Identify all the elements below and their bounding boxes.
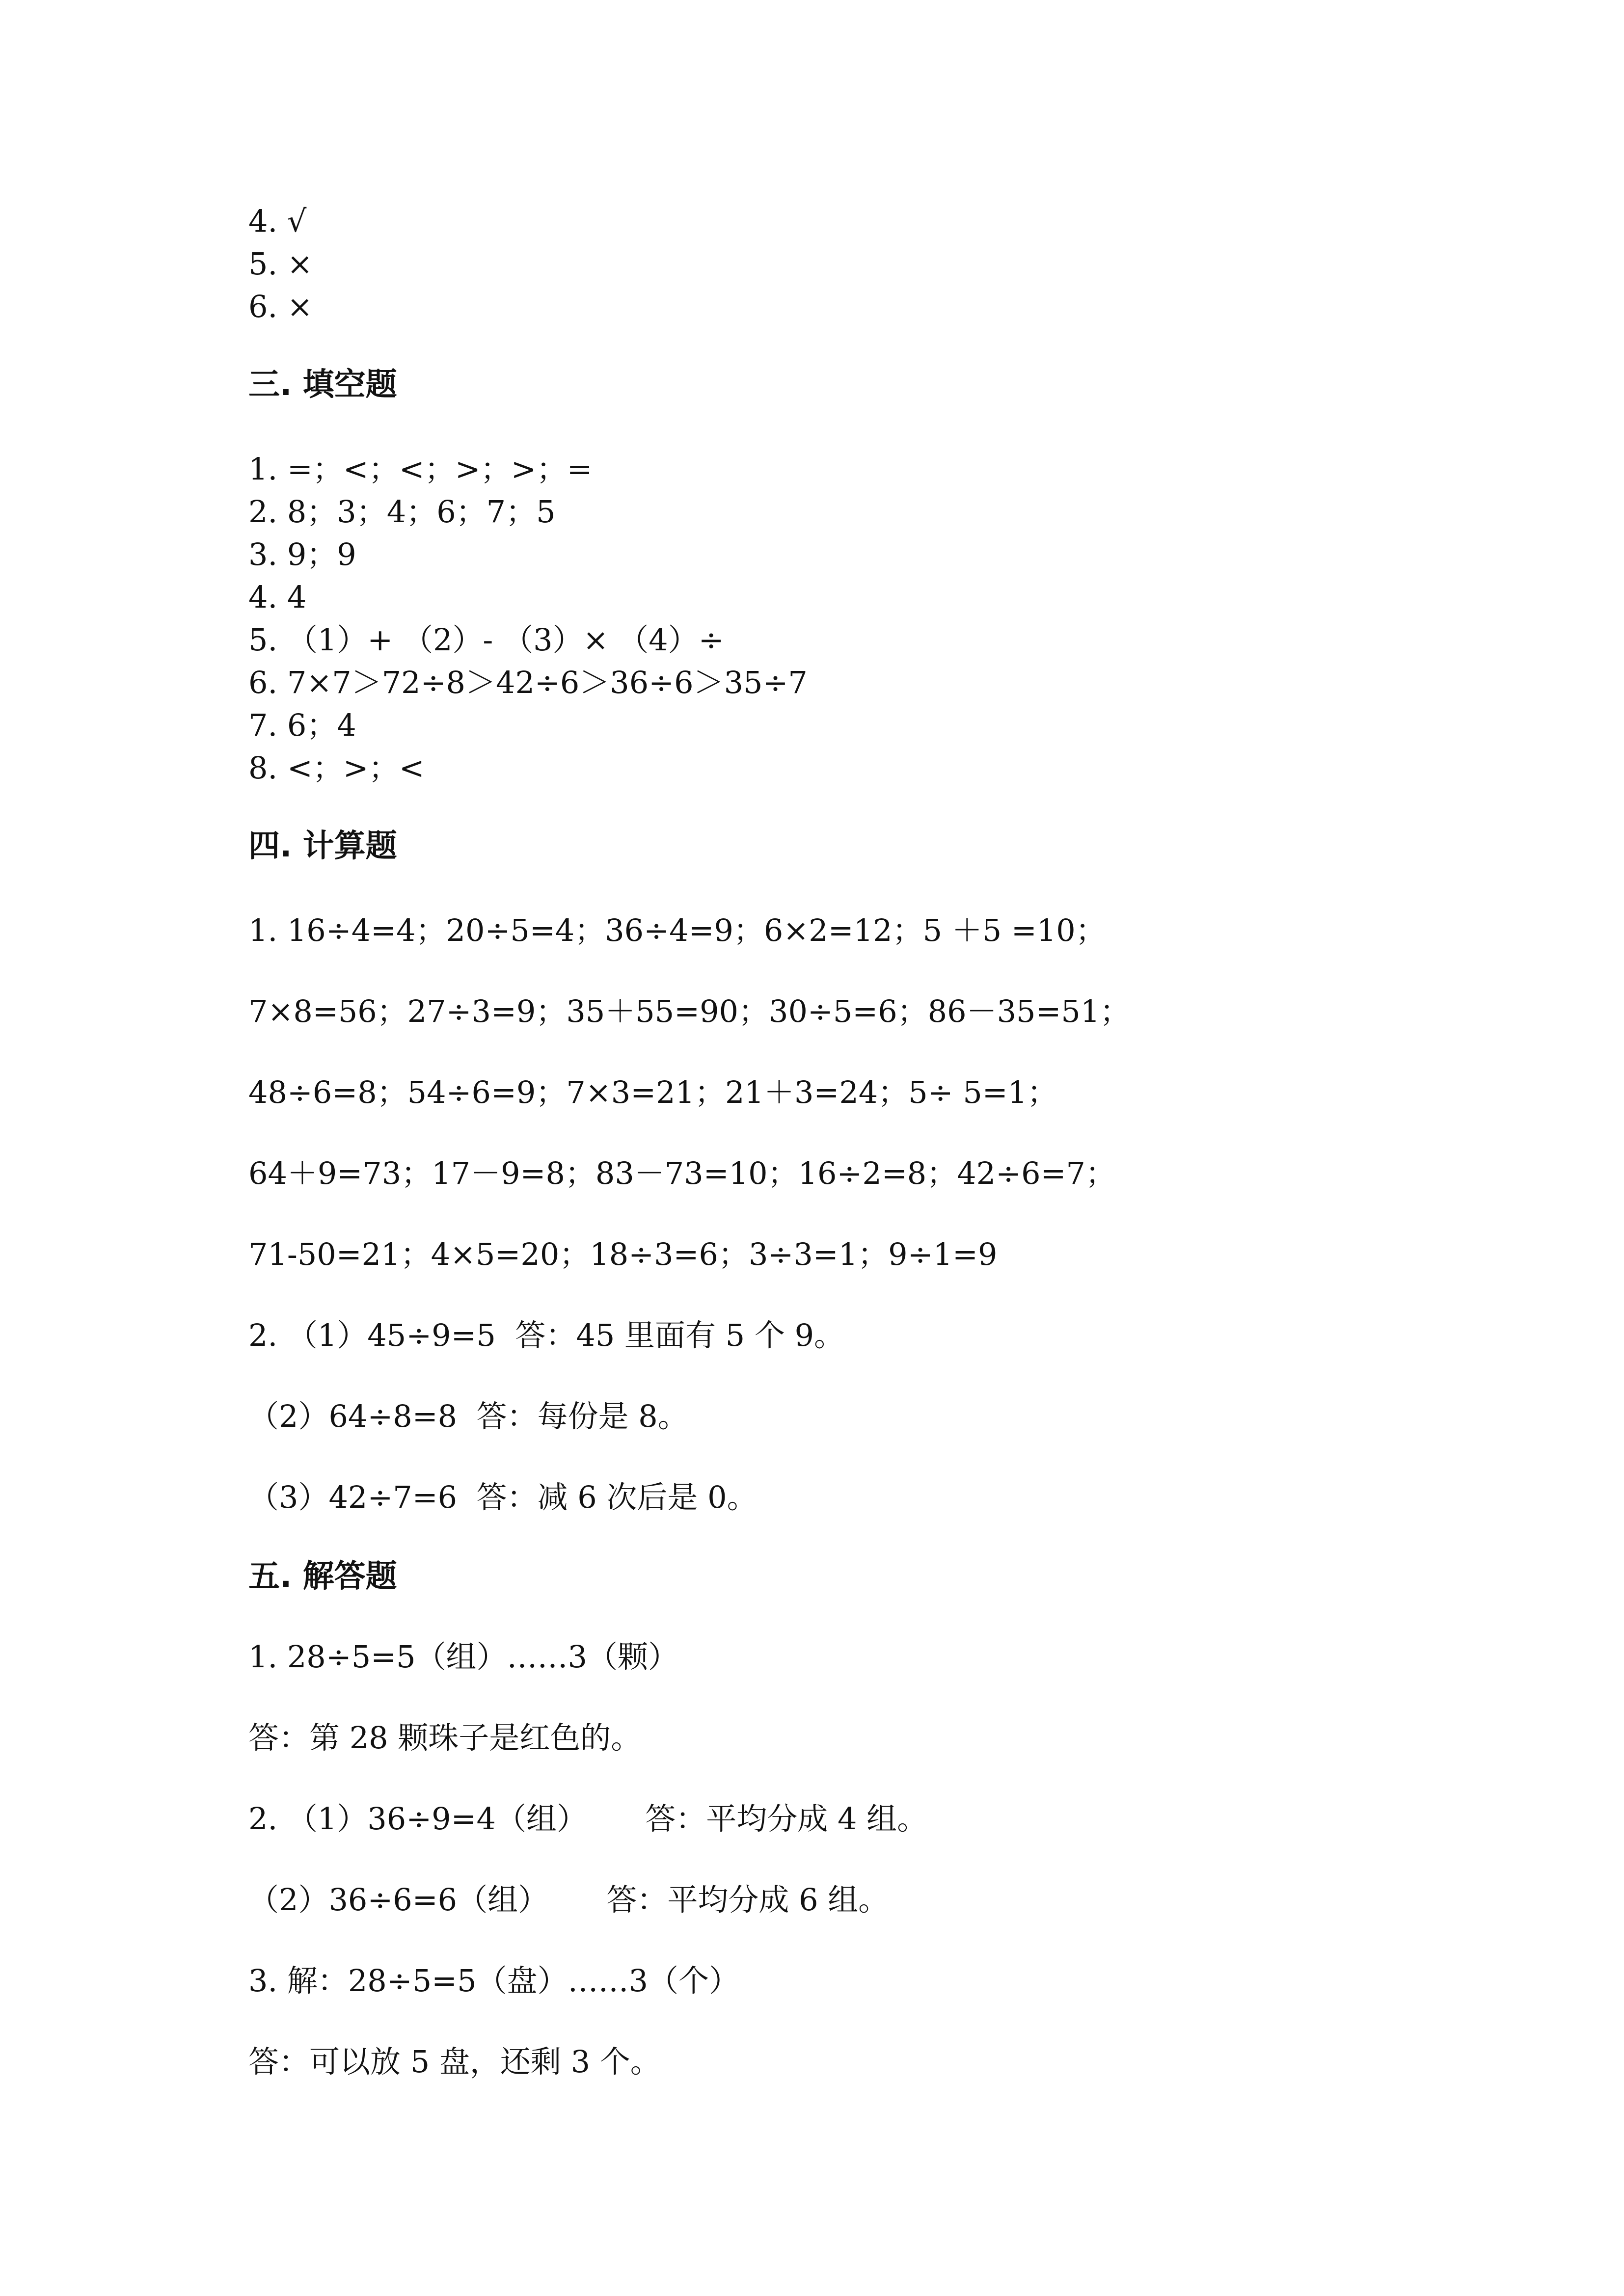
fill-blank-answer-2: 2. 8；3；4；6；7；5 <box>248 494 556 530</box>
calculation-line-2: 7×8=56；27÷3=9；35＋55=90；30÷5=6；86－35=51； <box>248 993 1131 1029</box>
calculation-line-5: 71-50=21；4×5=20；18÷3=6；3÷3=1；9÷1=9 <box>248 1236 998 1272</box>
fill-blank-answer-7: 7. 6；4 <box>248 707 356 743</box>
calculation-line-4: 64＋9=73；17－9=8；83－73=10；16÷2=8；42÷6=7； <box>248 1155 1116 1191</box>
solution-line-2: 答：第 28 颗珠子是红色的。 <box>248 1720 642 1756</box>
solution-line-6: 答：可以放 5 盘，还剩 3 个。 <box>248 2044 661 2080</box>
fill-blank-answer-3: 3. 9；9 <box>248 536 356 572</box>
fill-blank-answer-4: 4. 4 <box>248 579 307 615</box>
calculation-line-3: 48÷6=8；54÷6=9；7×3=21；21＋3=24；5÷ 5=1； <box>248 1074 1058 1110</box>
solution-line-5: 3. 解：28÷5=5（盘）……3（个） <box>248 1963 739 1999</box>
solution-line-3: 2. （1）36÷9=4（组） 答：平均分成 4 组。 <box>248 1801 928 1837</box>
calculation-line-1: 1. 16÷4=4；20÷5=4；36÷4=9；6×2=12；5 ＋5 =10； <box>248 912 1106 948</box>
judgement-answer-6: 6. × <box>248 289 313 324</box>
fill-blank-answer-5: 5. （1）+ （2）- （3）× （4）÷ <box>248 622 724 658</box>
fill-blank-answer-8: 8. <；>；< <box>248 750 425 786</box>
fill-blank-answer-6: 6. 7×7＞72÷8＞42÷6＞36÷6＞35÷7 <box>248 665 808 700</box>
calculation-line-8: （3）42÷7=6 答：减 6 次后是 0。 <box>248 1479 758 1515</box>
section-heading-solutions: 五. 解答题 <box>248 1558 397 1595</box>
section-heading-calculation: 四. 计算题 <box>248 828 397 864</box>
calculation-line-6: 2. （1）45÷9=5 答：45 里面有 5 个 9。 <box>248 1317 845 1353</box>
fill-blank-answer-1: 1. =；<；<；>；>；= <box>248 451 593 487</box>
judgement-answer-5: 5. × <box>248 246 313 282</box>
section-heading-fill-blank: 三. 填空题 <box>248 367 397 403</box>
solution-line-1: 1. 28÷5=5（组）……3（颗） <box>248 1639 678 1675</box>
judgement-answer-4: 4. √ <box>248 203 307 239</box>
solution-line-4: （2）36÷6=6（组） 答：平均分成 6 组。 <box>248 1882 889 1918</box>
calculation-line-7: （2）64÷8=8 答：每份是 8。 <box>248 1398 688 1434</box>
